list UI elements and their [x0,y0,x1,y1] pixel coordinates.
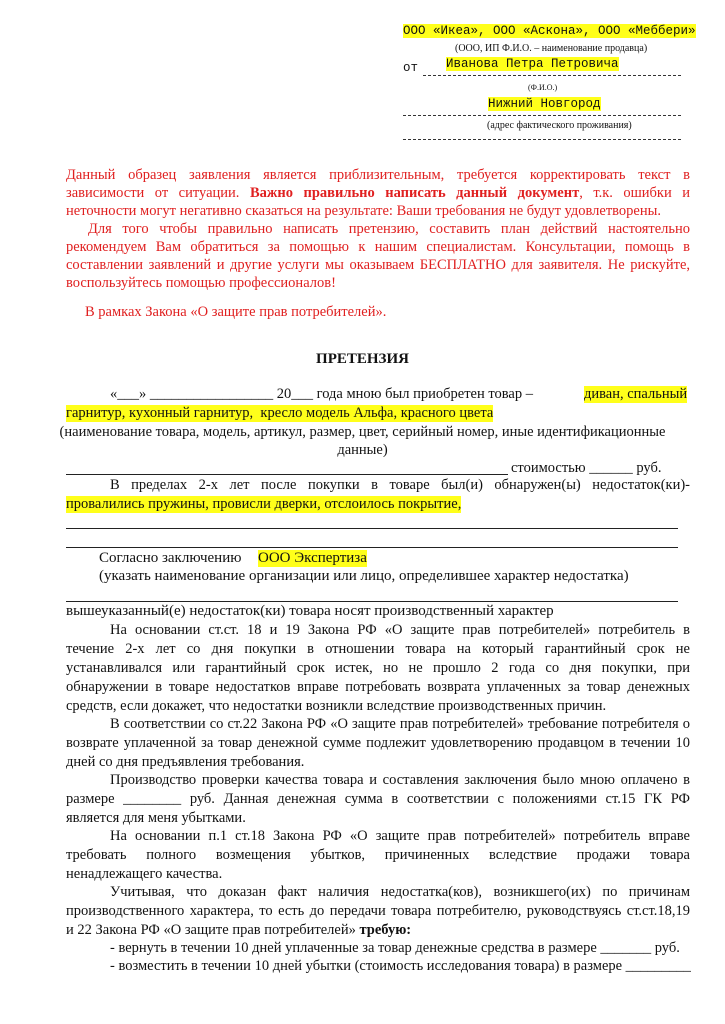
art18-line-4: обнаружении в товаре недостатков вправе потребовать возврата уплаченных за товар денежных [66,679,690,695]
goods-caption-1: (наименование товара, модель, артикул, размер, цвет, серийный номер, иные идентификационные [59,424,666,440]
conclusion-line-1: Учитывая, что доказан факт наличия недостатка(ков), возникшего(их) по причинам [110,884,690,900]
production-line: вышеуказанный(е) недостаток(ки) товара носят производственный характер [66,603,554,619]
art18-line-3: устанавливался или гарантийный срок истек, но не прошло 2 года со дня покупки, при [66,660,690,676]
expert-organization: ООО Экспертиза [258,550,367,566]
losses-line-1: На основании п.1 ст.18 Закона РФ «О защите прав потребителей» потребитель вправе [110,828,690,844]
seller-caption: (ООО, ИП Ф.И.О. – наименование продавца) [455,43,648,54]
cost-line: стоимостью ______ руб. [511,460,662,476]
expert-caption: (указать наименование организации или лицо, определившее характер недостатка) [99,568,629,584]
notice-p2-line3: составлении заявлений и другие услуги мы оказываем БЕСПЛАТНО для заявителя. Не рискуйте, [66,257,690,273]
address-underline-2 [403,139,681,140]
goods-blank-line [66,474,508,475]
quality-line-3: является для меня убытками. [66,810,246,826]
notice-text: , т.к. ошибки и [579,185,690,201]
law-reference: В рамках Закона «О защите прав потребителей». [85,304,387,320]
goods-caption-2: данные) [337,442,388,458]
losses-line-2: требовать полного возмещения убытков, причиненных вследствие продажи товара [66,847,690,863]
address-caption: (адрес фактического проживания) [487,120,632,131]
seller-name: ООО «Икеа», ООО «Аскона», ООО «Меббери» [403,24,696,38]
purchase-goods-1: диван, спальный [584,386,688,402]
notice-p1-line1: Данный образец заявления является приблизительным, требуется корректировать текст в [66,167,690,183]
fio-caption: (Ф.И.О.) [528,83,558,92]
art22-line-2: возврате уплаченной за товар денежной сумме подлежит удовлетворению продавцом в течении 10 [66,735,690,751]
defect-blank-line-1 [66,528,678,529]
requirement-losses: - возместить в течении 10 дней убытки (стоимость исследования товара) в размере _________ [110,958,691,974]
applicant-name: Иванова Петра Петровича [446,57,619,71]
art18-line-1: На основании ст.ст. 18 и 19 Закона РФ «О защите прав потребителей» потребитель в [110,622,690,638]
applicant-city: Нижний Новгород [488,97,601,111]
expert-blank-line [66,601,678,602]
defect-description: провалились пружины, провисли дверки, отслоилось покрытие, [66,496,462,512]
notice-bold-text: Важно правильно написать данный документ [249,185,580,201]
losses-line-3: ненадлежащего качества. [66,866,223,882]
from-prefix: от [403,61,419,75]
expert-label: Согласно заключению [99,550,242,566]
quality-line-2: размере ________ руб. Данная денежная сумма в соответствии с положениями ст.15 ГК РФ [66,791,690,807]
requirement-refund: - вернуть в течении 10 дней уплаченные за товар денежные средства в размере _______ руб. [110,940,680,956]
art18-line-2: течение 2-х лет со дня покупки в отношении товара на который гарантийный срок не [66,641,690,657]
address-underline [403,115,681,116]
notice-text: зависимости от ситуации. [66,185,250,201]
conclusion-line-2: производственного характера, то есть до передачи товара потребителю, руководствуясь ст.ст.18,19 [66,903,690,919]
notice-p2-line4: воспользуйтесь помощью профессионалов! [66,275,336,291]
art22-line-3: дней со дня предъявления требования. [66,754,305,770]
applicant-underline [423,75,681,76]
purchase-date-line: «___» _________________ 20___ года мною был приобретен товар – [110,386,533,402]
notice-p2-line1: Для того чтобы правильно написать претензию, составить план действий настоятельно [88,221,690,237]
art18-line-5: средств, если докажет, что недостатки возникли вследствие производственных причин. [66,698,607,714]
art22-line-1: В соответствии со ст.22 Закона РФ «О защите прав потребителей» требование потребителя о [110,716,690,732]
demand-keyword: требую: [359,922,412,938]
document-title: ПРЕТЕНЗИЯ [316,351,409,367]
purchase-goods-2: гарнитур, кухонный гарнитур, кресло модель Альфа, красного цвета [66,405,494,421]
defect-blank-line-2 [66,547,678,548]
notice-p1-line2 [66,185,690,202]
quality-line-1: Производство проверки качества товара и составления заключения было мною оплачено в [110,772,690,788]
conclusion-line-3 [66,922,411,939]
conclusion-text: и 22 Закона РФ «О защите прав потребителей» [66,922,360,938]
notice-p1-line3: неточности могут негативно сказаться на результате: Ваши требования не будут удовлетворены. [66,203,661,219]
notice-p2-line2: рекомендуем Вам обратиться за помощью к нашим специалистам. Консультации, помощь в [66,239,690,255]
defect-line: В пределах 2-х лет после покупки в товаре был(и) обнаружен(ы) недостаток(ки)- [110,477,690,493]
